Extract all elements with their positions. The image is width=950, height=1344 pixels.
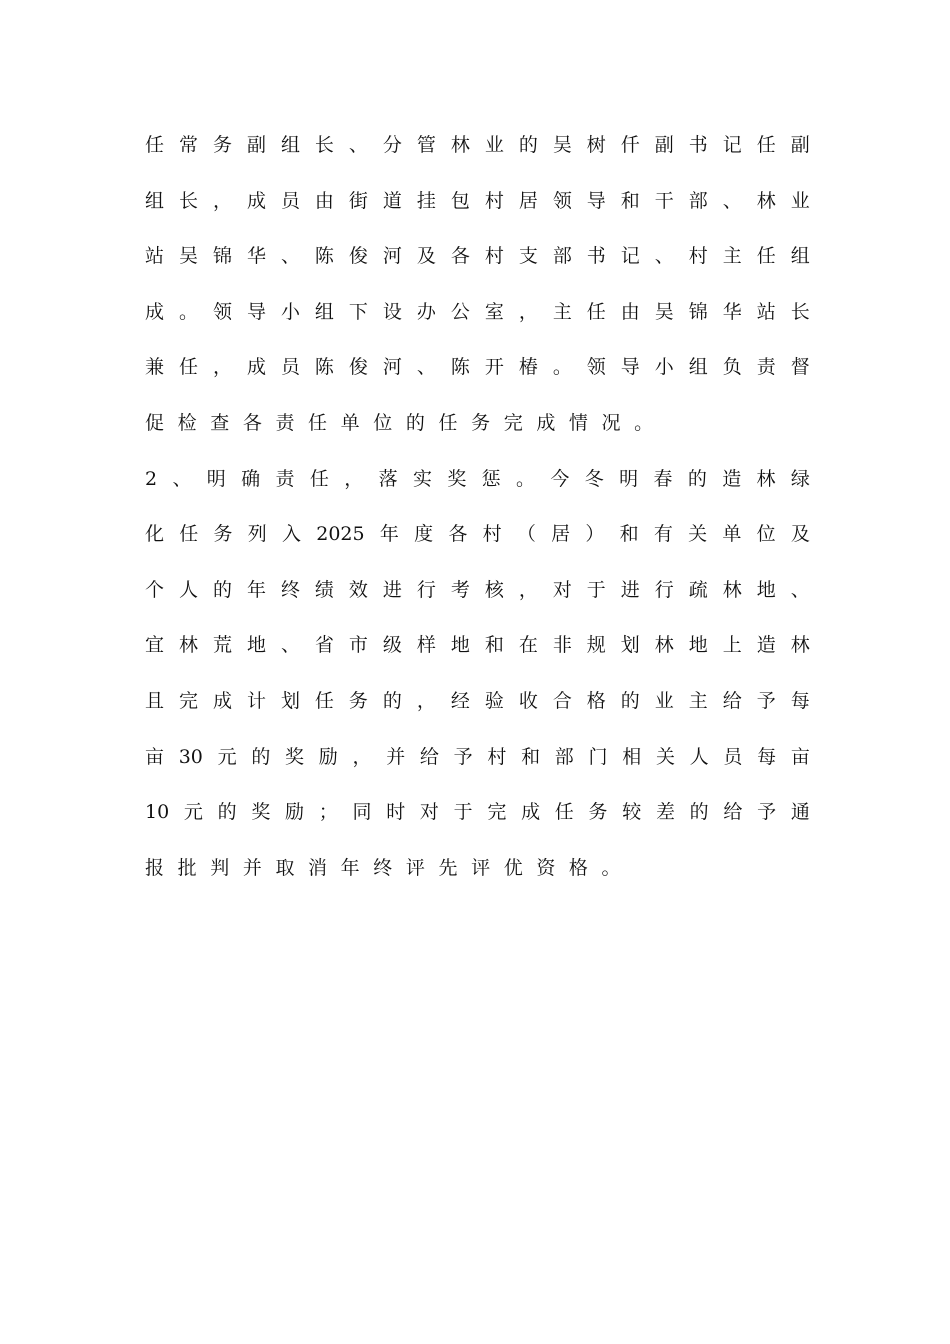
text-line: [145, 797, 810, 827]
text-char: 通: [790, 801, 810, 824]
text-char: 并: [242, 856, 262, 879]
text-char: 务: [212, 134, 232, 156]
text-char: 组: [688, 356, 708, 379]
text-char: 资: [536, 856, 556, 879]
text-char: 化: [145, 523, 165, 546]
text-char: 和: [521, 745, 541, 768]
text-char: 门: [588, 745, 608, 768]
text-char: 给: [723, 801, 743, 824]
text-char: 督: [790, 356, 810, 379]
text-char: 验: [484, 690, 504, 712]
text-char: 部: [552, 245, 572, 268]
text-char: 书: [688, 134, 708, 156]
text-char: 位: [373, 412, 393, 434]
text-char: 吴: [552, 134, 572, 156]
text-char: 导: [586, 189, 606, 212]
text-char: 长: [790, 300, 810, 323]
text-char: 划: [280, 690, 300, 712]
text-line: [145, 130, 810, 160]
text-char: 组: [790, 245, 810, 268]
text-char: 树: [586, 134, 606, 156]
text-char: 宜: [145, 634, 165, 657]
text-char: 较: [622, 801, 642, 824]
text-char: 完: [178, 690, 198, 712]
text-char: 开: [484, 356, 504, 379]
text-char: 成: [246, 356, 266, 379]
text-char: 考: [450, 578, 470, 601]
text-char: 励: [285, 801, 305, 824]
text-char: （: [516, 523, 536, 546]
text-char: ）: [585, 523, 605, 546]
text-char: 格: [568, 856, 588, 879]
text-char: 俊: [348, 245, 368, 268]
text-char: 领: [552, 189, 572, 212]
text-char: 终: [373, 856, 393, 879]
text-char: 疏: [688, 578, 708, 601]
text-char: 导: [620, 356, 640, 379]
text-char: 林: [450, 134, 470, 156]
text-line: [145, 519, 810, 549]
text-char: 惩: [481, 467, 501, 490]
text-char: 村: [484, 189, 504, 212]
text-char: 的: [620, 690, 640, 712]
text-char: 给: [722, 690, 742, 712]
text-char: ，: [518, 578, 538, 601]
text-char: 春: [653, 467, 673, 490]
text-char: 设: [382, 300, 402, 323]
text-char: 于: [586, 578, 606, 601]
text-char: 室: [484, 300, 504, 323]
text-char: 的: [689, 801, 709, 824]
text-char: 、: [416, 356, 436, 379]
text-char: 任: [308, 412, 328, 434]
text-char: 务: [348, 690, 368, 712]
text-line: [145, 241, 810, 271]
text-char: ；: [318, 801, 338, 824]
text-char: 包: [450, 189, 470, 212]
text-char: 负: [722, 356, 742, 379]
text-char: 道: [382, 189, 402, 212]
text-char: 主: [552, 300, 572, 323]
text-char: 确: [241, 467, 261, 490]
text-char: 兼: [145, 356, 165, 379]
text-char: 评: [405, 856, 425, 879]
text-char: 主: [722, 245, 742, 268]
text-char: 、: [348, 134, 368, 156]
text-char: 划: [620, 634, 640, 657]
text-line: [145, 575, 810, 605]
text-char: 及: [416, 245, 436, 268]
text-char: 单: [722, 523, 742, 546]
text-char: 业: [654, 690, 674, 712]
text-char: 村: [484, 245, 504, 268]
text-char: 成: [246, 189, 266, 212]
text-char: 励: [318, 745, 338, 768]
text-char: 支: [518, 245, 538, 268]
text-char: 造: [756, 634, 776, 657]
text-char: 非: [552, 634, 572, 657]
text-char: 陈: [314, 245, 334, 268]
text-char: 员: [280, 189, 300, 212]
text-char: 完: [503, 412, 523, 434]
text-char: 的: [518, 134, 538, 156]
text-char: 列: [247, 523, 267, 546]
text-char: ，: [352, 745, 372, 768]
text-char: 华: [722, 300, 742, 323]
text-char: 村: [482, 523, 502, 546]
text-char: 绩: [314, 578, 334, 601]
text-line: [145, 853, 634, 883]
text-char: 林: [756, 189, 776, 212]
text-char: 任: [145, 134, 165, 156]
text-char: 、: [280, 634, 300, 657]
text-char: 副: [790, 134, 810, 156]
text-char: 年: [379, 523, 399, 546]
text-char: 予: [453, 745, 473, 768]
text-char: 员: [723, 745, 743, 768]
text-char: 领: [586, 356, 606, 379]
text-char: 林: [722, 578, 742, 601]
text-char: 华: [246, 245, 266, 268]
text-char: 关: [655, 745, 675, 768]
text-char: 村: [487, 745, 507, 768]
text-char: 况: [601, 412, 621, 434]
text-char: 记: [722, 134, 742, 156]
text-char: 判: [210, 856, 230, 879]
text-line: [145, 408, 667, 438]
text-char: 优: [503, 856, 523, 879]
text-char: 明: [206, 467, 226, 490]
text-char: 每: [790, 690, 810, 712]
text-char: ，: [212, 189, 232, 212]
text-char: 经: [450, 690, 470, 712]
text-char: 、: [654, 245, 674, 268]
text-char: 人: [178, 578, 198, 601]
text-char: 亩: [145, 745, 165, 768]
text-char: 关: [688, 523, 708, 546]
text-char: 办: [416, 300, 436, 323]
text-char: 位: [756, 523, 776, 546]
text-char: 取: [275, 856, 295, 879]
text-char: 检: [177, 412, 197, 434]
text-char: 主: [688, 690, 708, 712]
text-char: 每: [757, 745, 777, 768]
text-char: 个: [145, 578, 165, 601]
text-char: 年: [246, 578, 266, 601]
text-char: 级: [382, 634, 402, 657]
text-char: 同: [352, 801, 372, 824]
text-char: 进: [620, 578, 640, 601]
text-char: 站: [756, 300, 776, 323]
text-char: 责: [275, 467, 295, 490]
text-char: 对: [552, 578, 572, 601]
text-char: 地: [756, 578, 776, 601]
text-char: 促: [145, 412, 165, 434]
text-char: 予: [756, 690, 776, 712]
text-char: 的: [212, 578, 232, 601]
text-char: 管: [416, 134, 436, 156]
text-char: 业: [484, 134, 504, 156]
text-char: 给: [419, 745, 439, 768]
text-char: 常: [178, 134, 198, 156]
text-char: 及: [790, 523, 810, 546]
text-char: 实: [412, 467, 432, 490]
text-line: [145, 464, 810, 494]
text-char: 今: [550, 467, 570, 490]
text-char: 完: [487, 801, 507, 824]
text-char: 陈: [450, 356, 470, 379]
text-char: 、: [722, 189, 742, 212]
text-char: 2025: [316, 523, 365, 546]
text-char: 任: [178, 356, 198, 379]
text-char: 差: [655, 801, 675, 824]
text-char: 林: [790, 634, 810, 657]
text-char: 任: [314, 690, 334, 712]
text-char: 终: [280, 578, 300, 601]
text-char: 、: [172, 467, 192, 490]
text-char: 于: [453, 801, 473, 824]
text-char: 陈: [314, 356, 334, 379]
text-char: 合: [552, 690, 572, 712]
text-char: 由: [314, 189, 334, 212]
text-char: 务: [471, 412, 491, 434]
text-char: 街: [348, 189, 368, 212]
text-char: 各: [448, 523, 468, 546]
text-char: ，: [344, 467, 364, 490]
text-char: 行: [654, 578, 674, 601]
text-char: 椿: [518, 356, 538, 379]
text-char: 领: [212, 300, 232, 323]
text-char: 地: [246, 634, 266, 657]
text-char: 书: [586, 245, 606, 268]
text-char: 收: [518, 690, 538, 712]
text-char: 情: [568, 412, 588, 434]
text-char: 分: [382, 134, 402, 156]
text-char: 副: [246, 134, 266, 156]
text-char: 站: [145, 245, 165, 268]
text-char: 奖: [285, 745, 305, 768]
text-char: 挂: [416, 189, 436, 212]
text-char: 俊: [348, 356, 368, 379]
text-line: [145, 686, 810, 716]
text-char: 下: [348, 300, 368, 323]
text-line: [145, 742, 810, 772]
text-char: 河: [382, 245, 402, 268]
text-char: 时: [386, 801, 406, 824]
text-char: 先: [438, 856, 458, 879]
text-char: 务: [213, 523, 233, 546]
text-char: 干: [654, 189, 674, 212]
text-char: 员: [280, 356, 300, 379]
text-char: 10: [145, 801, 170, 824]
text-line: [145, 352, 810, 382]
text-char: 任: [756, 245, 776, 268]
text-char: 在: [518, 634, 538, 657]
text-char: 省: [314, 634, 334, 657]
text-char: 责: [275, 412, 295, 434]
text-char: 。: [552, 356, 572, 379]
text-char: 吴: [178, 245, 198, 268]
text-char: 由: [620, 300, 640, 323]
text-char: 和: [619, 523, 639, 546]
text-char: 规: [586, 634, 606, 657]
text-char: 元: [183, 801, 203, 824]
text-char: 2: [145, 467, 158, 490]
text-char: 、: [790, 578, 810, 601]
text-char: 业: [790, 189, 810, 212]
text-char: 有: [653, 523, 673, 546]
text-char: 对: [419, 801, 439, 824]
text-char: 长: [178, 189, 198, 212]
text-char: 度: [414, 523, 434, 546]
text-char: 。: [601, 856, 621, 879]
text-char: 造: [722, 467, 742, 490]
text-char: 绿: [790, 467, 810, 490]
text-char: 组: [280, 134, 300, 156]
text-line: [145, 186, 810, 216]
text-char: 30: [178, 745, 203, 768]
text-char: 的: [405, 412, 425, 434]
text-char: 记: [620, 245, 640, 268]
text-char: 的: [687, 467, 707, 490]
text-char: 吴: [654, 300, 674, 323]
text-char: 计: [246, 690, 266, 712]
text-char: 奖: [251, 801, 271, 824]
text-char: 上: [722, 634, 742, 657]
text-char: 评: [471, 856, 491, 879]
text-char: 。: [178, 300, 198, 323]
text-char: 任: [179, 523, 199, 546]
text-char: 务: [588, 801, 608, 824]
text-char: 居: [518, 189, 538, 212]
text-char: 消: [308, 856, 328, 879]
text-char: 市: [348, 634, 368, 657]
text-char: 元: [217, 745, 237, 768]
text-char: 组: [145, 189, 165, 212]
text-char: 批: [177, 856, 197, 879]
text-char: 任: [309, 467, 329, 490]
text-char: 行: [416, 578, 436, 601]
text-char: 。: [516, 467, 536, 490]
text-char: 样: [416, 634, 436, 657]
text-char: ，: [212, 356, 232, 379]
text-char: ，: [416, 690, 436, 712]
text-char: 效: [348, 578, 368, 601]
text-char: ，: [518, 300, 538, 323]
text-char: 落: [378, 467, 398, 490]
text-char: 锦: [212, 245, 232, 268]
text-char: 和: [620, 189, 640, 212]
text-char: 仟: [620, 134, 640, 156]
text-char: 居: [551, 523, 571, 546]
text-char: 公: [450, 300, 470, 323]
text-char: 人: [689, 745, 709, 768]
text-char: 的: [382, 690, 402, 712]
text-char: 导: [246, 300, 266, 323]
text-char: 组: [314, 300, 334, 323]
text-char: 锦: [688, 300, 708, 323]
text-char: 任: [756, 134, 776, 156]
text-char: 格: [586, 690, 606, 712]
text-char: 长: [314, 134, 334, 156]
text-char: 地: [688, 634, 708, 657]
text-char: 部: [554, 745, 574, 768]
text-char: 成: [521, 801, 541, 824]
text-char: 小: [654, 356, 674, 379]
text-char: 进: [382, 578, 402, 601]
text-char: 成: [212, 690, 232, 712]
text-line: [145, 630, 810, 660]
text-char: 相: [622, 745, 642, 768]
text-line: [145, 297, 810, 327]
text-char: 林: [178, 634, 198, 657]
text-char: 的: [251, 745, 271, 768]
text-char: 副: [654, 134, 674, 156]
text-char: 查: [210, 412, 230, 434]
text-char: 核: [484, 578, 504, 601]
text-char: 且: [145, 690, 165, 712]
text-char: 报: [145, 856, 165, 879]
text-char: 村: [688, 245, 708, 268]
text-char: 河: [382, 356, 402, 379]
text-char: 奖: [447, 467, 467, 490]
text-char: 。: [634, 412, 654, 434]
text-char: 任: [554, 801, 574, 824]
text-char: 成: [145, 300, 165, 323]
text-char: 并: [386, 745, 406, 768]
text-char: 亩: [790, 745, 810, 768]
text-char: 责: [756, 356, 776, 379]
text-char: 小: [280, 300, 300, 323]
text-char: 的: [217, 801, 237, 824]
text-char: 年: [340, 856, 360, 879]
text-char: 冬: [584, 467, 604, 490]
text-char: 部: [688, 189, 708, 212]
text-char: 林: [756, 467, 776, 490]
text-char: 地: [450, 634, 470, 657]
text-char: 单: [340, 412, 360, 434]
text-char: 任: [438, 412, 458, 434]
text-char: 明: [619, 467, 639, 490]
text-char: 、: [280, 245, 300, 268]
text-char: 予: [757, 801, 777, 824]
text-char: 任: [586, 300, 606, 323]
text-char: 成: [536, 412, 556, 434]
text-char: 入: [282, 523, 302, 546]
text-char: 林: [654, 634, 674, 657]
text-char: 各: [242, 412, 262, 434]
text-char: 和: [484, 634, 504, 657]
text-char: 荒: [212, 634, 232, 657]
text-char: 各: [450, 245, 470, 268]
